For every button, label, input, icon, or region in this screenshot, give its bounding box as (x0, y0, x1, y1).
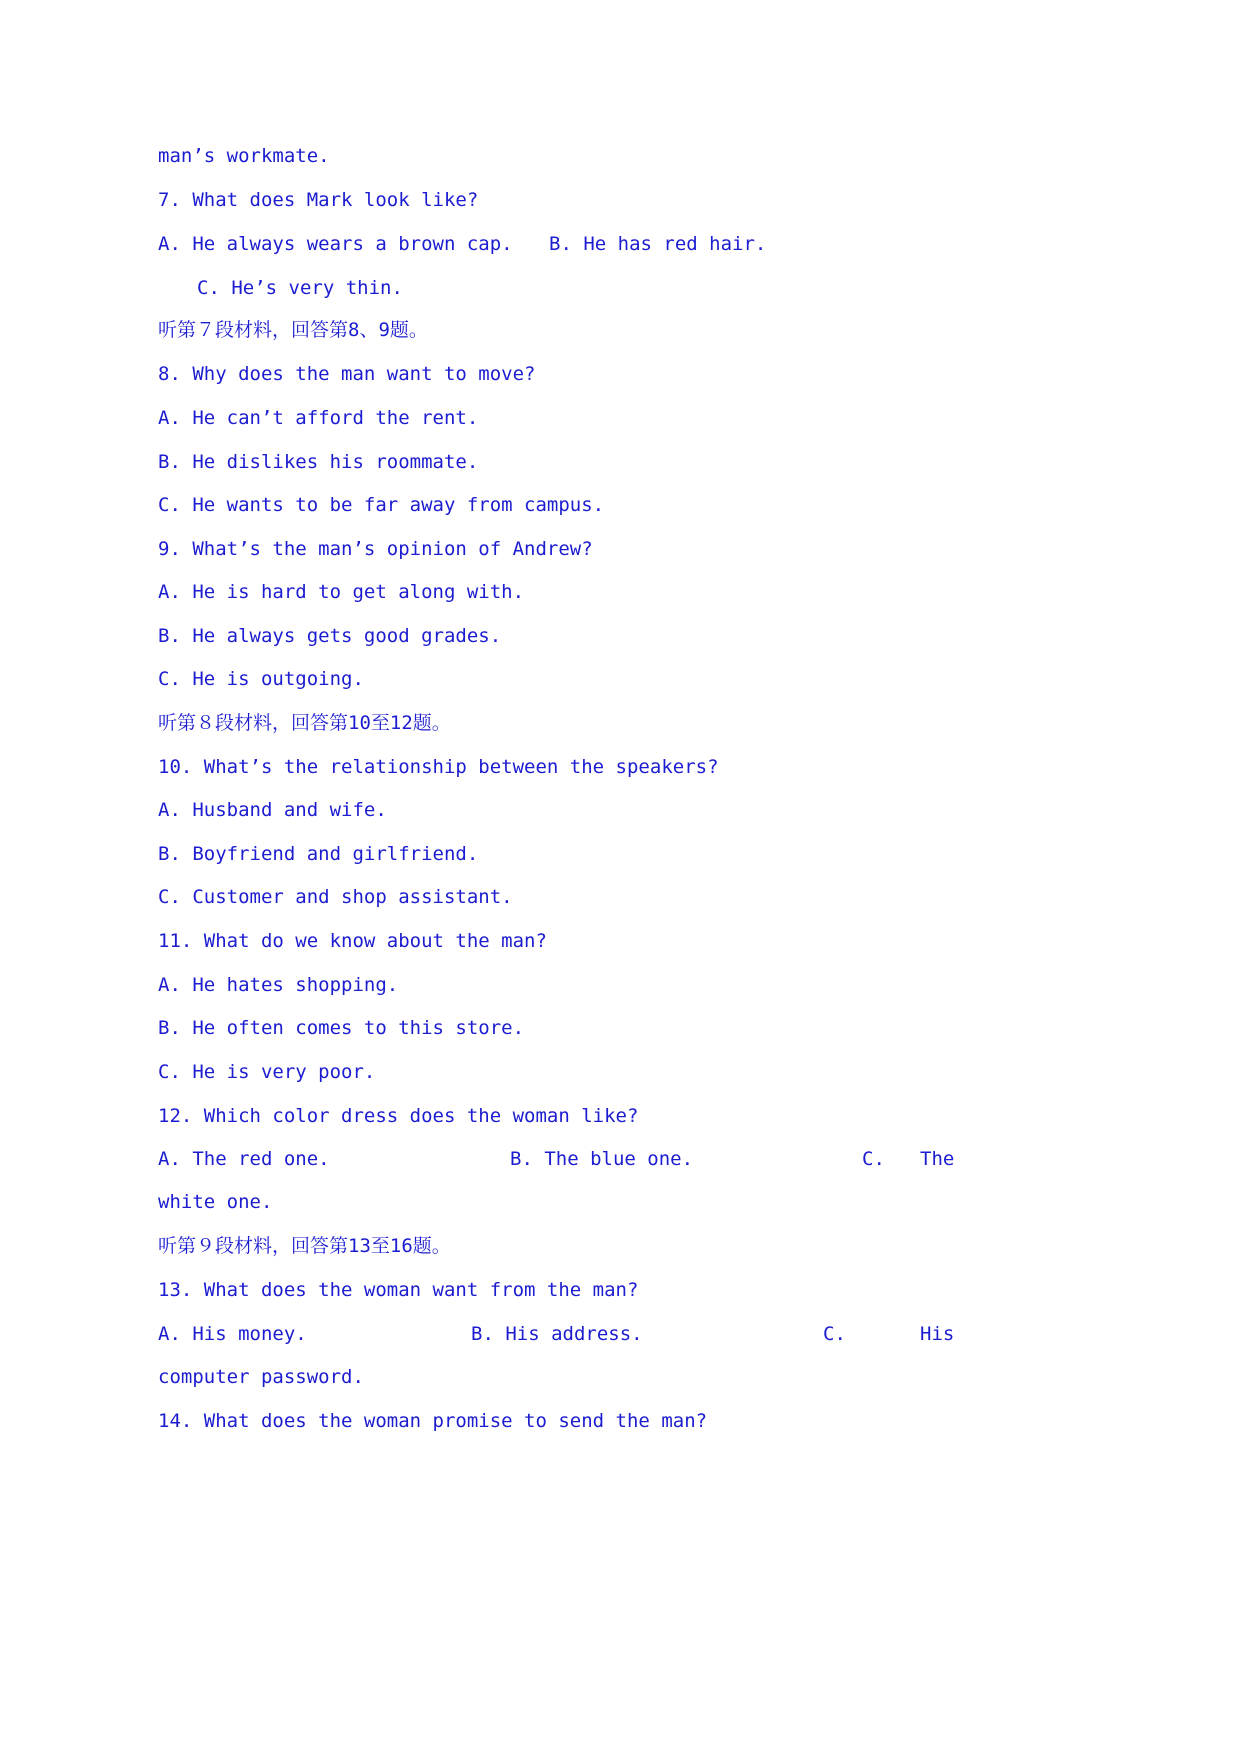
question-13: 13. What does the woman want from the man? (158, 1279, 639, 1301)
option-8b: B. He dislikes his roommate. (158, 451, 479, 473)
option-7c: C. He’s very thin. (197, 277, 403, 299)
option-8a: A. He can’t afford the rent. (158, 407, 479, 429)
question-11: 11. What do we know about the man? (158, 930, 547, 952)
option-13c-continuation: computer password. (158, 1366, 364, 1388)
question-14: 14. What does the woman promise to send the man? (158, 1410, 708, 1432)
question-12: 12. Which color dress does the woman like? (158, 1105, 639, 1127)
option-13b: B. His address. (471, 1323, 643, 1345)
option-13c-text: His (920, 1323, 955, 1345)
option-12c-letter: C. (862, 1148, 885, 1170)
option-10c: C. Customer and shop assistant. (158, 886, 513, 908)
option-12c-continuation: white one. (158, 1191, 273, 1213)
section-heading-7: 听第７段材料，回答第8、9题。 (158, 319, 428, 341)
option-13a: A. His money. (158, 1323, 307, 1345)
section-heading-9: 听第９段材料，回答第13至16题。 (158, 1235, 451, 1257)
option-11a: A. He hates shopping. (158, 974, 399, 996)
question-8: 8. Why does the man want to move? (158, 363, 536, 385)
option-10a: A. Husband and wife. (158, 799, 387, 821)
option-11c: C. He is very poor. (158, 1061, 376, 1083)
option-12b: B. The blue one. (510, 1148, 694, 1170)
question-9: 9. What’s the man’s opinion of Andrew? (158, 538, 593, 560)
answer-continuation-6c: man’s workmate. (158, 145, 330, 167)
option-7b: B. He has red hair. (549, 233, 767, 255)
option-12a: A. The red one. (158, 1148, 330, 1170)
option-13c-letter: C. (823, 1323, 846, 1345)
option-8c: C. He wants to be far away from campus. (158, 494, 605, 516)
option-12c-text: The (920, 1148, 955, 1170)
question-10: 10. What’s the relationship between the speakers? (158, 756, 719, 778)
option-7a: A. He always wears a brown cap. (158, 233, 513, 255)
question-7: 7. What does Mark look like? (158, 189, 479, 211)
option-10b: B. Boyfriend and girlfriend. (158, 843, 479, 865)
option-9b: B. He always gets good grades. (158, 625, 502, 647)
section-heading-8: 听第８段材料，回答第10至12题。 (158, 712, 451, 734)
option-9c: C. He is outgoing. (158, 668, 364, 690)
option-9a: A. He is hard to get along with. (158, 581, 525, 603)
option-11b: B. He often comes to this store. (158, 1017, 525, 1039)
